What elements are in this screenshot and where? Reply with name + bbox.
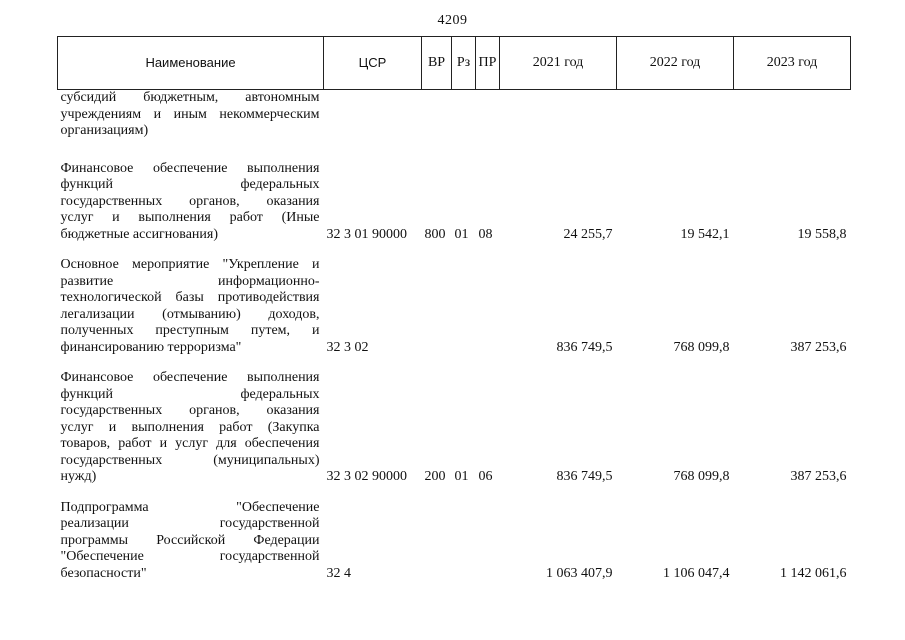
name-line: организациям): [60, 123, 149, 138]
cell-rz: [452, 90, 476, 161]
table-header-row: [58, 37, 851, 90]
table-row: [58, 370, 851, 500]
column-header-2023: 2023 год: [734, 37, 851, 90]
cell-pr: 08: [478, 226, 493, 242]
name-line: полученных преступным путем, и: [60, 323, 320, 338]
name-line: Подпрограмма "Обеспечение: [60, 499, 320, 515]
table-row: [58, 500, 851, 593]
cell-vr: 200: [424, 469, 446, 484]
name-line: Финансовое обеспечение выполнения: [60, 160, 320, 176]
name-line: Основное мероприятие "Укрепление и: [60, 257, 320, 272]
name-line: государственных (муниципальных): [60, 452, 320, 468]
cell-2021: 836 749,5: [556, 339, 613, 355]
cell-name: [58, 90, 324, 161]
cell-2022: 19 542,1: [680, 226, 730, 242]
name-line: "Обеспечение государственной: [60, 549, 320, 564]
cell-pr: [476, 90, 500, 161]
cell-2023: 387 253,6: [790, 339, 847, 355]
cell-vr: [422, 257, 452, 370]
cell-2022: 768 099,8: [673, 469, 730, 484]
cell-csr: 32 3 02 90000: [326, 469, 407, 484]
name-line: программы Российской Федерации: [60, 532, 320, 548]
name-line: государственных органов, оказания: [60, 403, 320, 418]
cell-2022: 1 106 047,4: [663, 565, 730, 581]
name-line: государственных органов, оказания: [60, 193, 320, 209]
table-row: [58, 161, 851, 258]
cell-csr: 32 4: [326, 565, 351, 581]
cell-2021: 836 749,5: [556, 469, 613, 484]
cell-2023: [734, 90, 851, 161]
table-body: [58, 90, 851, 593]
cell-csr: 32 3 01 90000: [326, 226, 407, 242]
name-line: финансированию терроризма": [60, 339, 242, 355]
column-header-2021: 2021 год: [500, 37, 617, 90]
name-line: функций федеральных: [60, 177, 320, 192]
cell-2021: 1 063 407,9: [546, 565, 613, 581]
cell-2023: 387 253,6: [790, 469, 847, 484]
name-line: функций федеральных: [60, 386, 320, 402]
column-header-name: Наименование: [58, 37, 324, 90]
cell-rz: 01: [454, 226, 469, 242]
cell-csr: 32 3 02: [326, 339, 369, 355]
table-row: [58, 257, 851, 370]
name-line: безопасности": [60, 565, 147, 581]
cell-vr: [422, 90, 452, 161]
name-line: нужд): [60, 469, 97, 484]
name-line: субсидий бюджетным, автономным: [60, 90, 320, 105]
name-line: учреждениям и иным некоммерческим: [60, 106, 320, 122]
cell-rz: 01: [454, 469, 469, 484]
cell-pr: [476, 500, 500, 593]
column-header-vr: ВР: [422, 37, 452, 90]
cell-2023: 19 558,8: [797, 226, 847, 242]
cell-2021: [500, 90, 617, 161]
cell-csr: [324, 90, 422, 161]
cell-rz: [452, 257, 476, 370]
page-number: 4209: [437, 13, 468, 28]
cell-name: [58, 370, 324, 500]
name-line: развитие информационно-: [60, 273, 320, 289]
table-row: [58, 90, 851, 161]
name-line: услуг и выполнения работ (Иные: [60, 210, 320, 225]
cell-2022: 768 099,8: [673, 339, 730, 355]
cell-rz: [452, 500, 476, 593]
budget-table: [57, 36, 851, 592]
cell-pr: 06: [478, 469, 493, 484]
name-line: реализации государственной: [60, 516, 320, 531]
name-line: легализации (отмыванию) доходов,: [60, 306, 320, 322]
name-line: Финансовое обеспечение выполнения: [60, 370, 320, 385]
name-line: технологической базы противодействия: [60, 290, 320, 305]
column-header-rz: Рз: [452, 37, 476, 90]
cell-name: [58, 500, 324, 593]
name-line: бюджетные ассигнования): [60, 226, 219, 242]
cell-2022: [617, 90, 734, 161]
cell-pr: [476, 257, 500, 370]
column-header-2022: 2022 год: [617, 37, 734, 90]
cell-vr: 800: [424, 226, 446, 242]
cell-2021: 24 255,7: [563, 226, 613, 242]
cell-name: [58, 161, 324, 258]
cell-vr: [422, 500, 452, 593]
column-header-pr: ПР: [476, 37, 500, 90]
column-header-csr: ЦСР: [324, 37, 422, 90]
name-line: услуг и выполнения работ (Закупка: [60, 419, 320, 435]
cell-2023: 1 142 061,6: [780, 565, 847, 581]
cell-name: [58, 257, 324, 370]
name-line: товаров, работ и услуг для обеспечения: [60, 436, 320, 451]
